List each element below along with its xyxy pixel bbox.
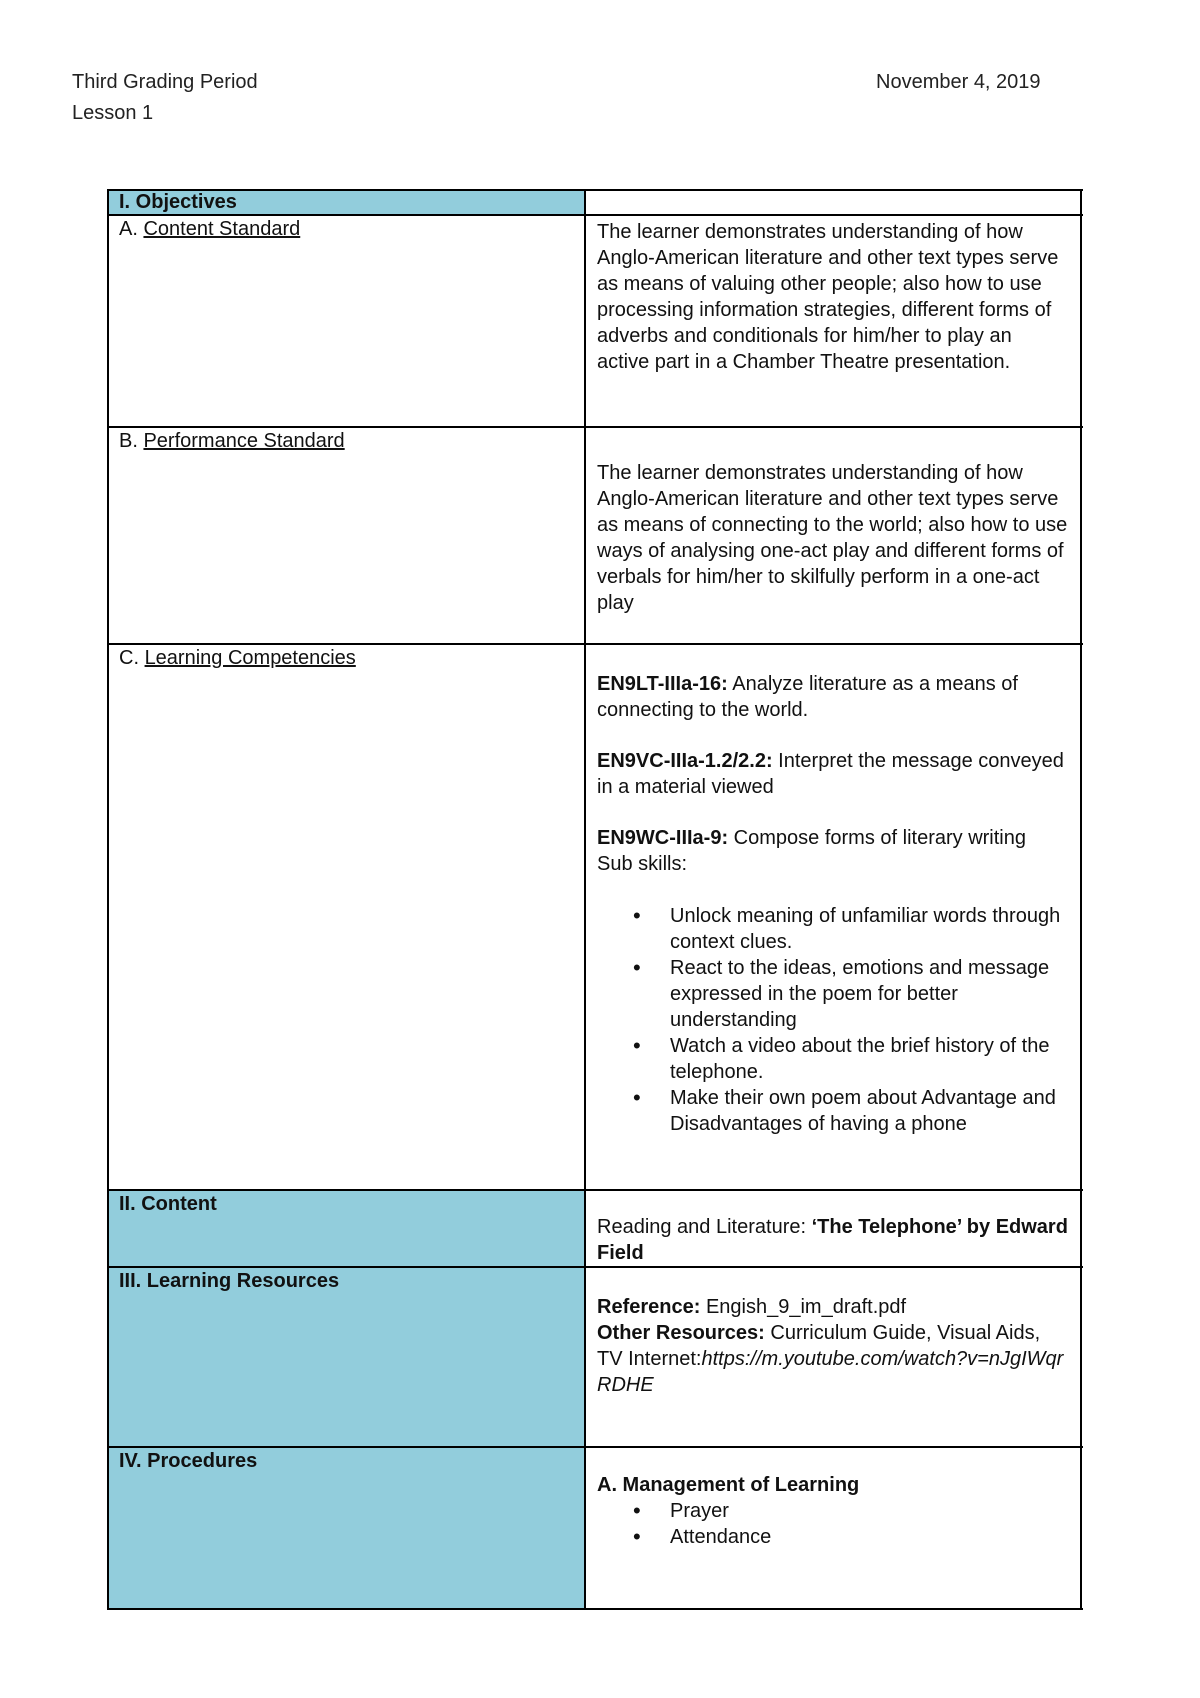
list-item: • Watch a video about the brief history of the telephone. [597,1033,1069,1085]
learning-resources-heading: III. Learning Resources [119,1270,340,1292]
list-item: • Unlock meaning of unfamiliar words through context clues. [597,903,1069,955]
procedures-text-cell [586,1448,1081,1609]
sub-skills-label: Sub skills: [597,853,688,875]
table-border-right [1080,189,1082,1610]
list-item: • Attendance [597,1524,1069,1550]
content-standard-label-cell: A. Content Standard [119,218,301,240]
row-divider [107,214,1083,216]
content-standard-text: The learner demonstrates understanding of how Anglo-American literature and other text types serve as means of valuing other people; also how to use processing information strategies, different forms of adverbs and conditionals for him/her to play an active part in a Chamber Theatre presentation. [597,221,1059,373]
content-heading: II. Content [119,1193,217,1215]
row-divider [107,643,1083,645]
performance-standard-heading: Performance Standard [143,430,345,452]
objectives-label-cell [108,191,585,215]
procedures-list [597,1498,1069,1550]
content-text-cell [586,1191,1081,1267]
content-label-cell [108,1191,585,1267]
management-heading: A. Management of Learning [597,1474,860,1496]
competency-item: EN9LT-IIIa-16: Analyze literature as a means of connecting to the world. [597,673,1018,721]
reference-line: Reference: Engish_9_im_draft.pdf [597,1296,907,1318]
column-divider [584,189,586,1610]
content-standard-text-cell [586,216,1081,427]
lesson-number: Lesson 1 [72,102,154,124]
table-border-top [107,189,1083,191]
content-standard-heading: Content Standard [143,218,301,240]
other-resources-line: Other Resources: Curriculum Guide, Visual Aids, TV Internet:https://m.youtube.com/watch?v=nJgIWqrRDHE [597,1322,1064,1396]
resource-link[interactable]: https://m.youtube.com/watch?v=nJgIWqrRDHE [597,1348,1064,1396]
procedures-heading: IV. Procedures [119,1450,258,1472]
learning-resources-text-cell [586,1268,1081,1447]
learning-competencies-heading: Learning Competencies [144,647,356,669]
row-divider [107,1266,1083,1268]
row-divider [107,1446,1083,1448]
procedures-label-cell [108,1448,585,1609]
learning-competencies-label-cell: C. Learning Competencies [119,647,356,669]
table-border-bottom [107,1608,1083,1610]
learning-resources-label-cell [108,1268,585,1447]
grading-period: Third Grading Period [72,71,258,93]
lesson-date: November 4, 2019 [876,71,1041,93]
content-text: Reading and Literature: ‘The Telephone’ by Edward Field [597,1216,1068,1264]
table-border-left [107,189,109,1610]
performance-standard-text-cell [586,428,1081,644]
list-item: • React to the ideas, emotions and message expressed in the poem for better understanding [597,955,1069,1033]
sub-skills-list [597,903,1069,1137]
learning-competencies-text-cell [586,645,1081,1190]
content-title: ‘The Telephone’ by Edward Field [597,1216,1068,1264]
row-divider [107,1189,1083,1191]
row-divider [107,426,1083,428]
list-item: • Make their own poem about Advantage and Disadvantages of having a phone [597,1085,1069,1137]
competency-item: EN9WC-IIIa-9: Compose forms of literary writing [597,827,1026,849]
competency-item: EN9VC-IIIa-1.2/2.2: Interpret the message conveyed in a material viewed [597,750,1064,798]
performance-standard-text: The learner demonstrates understanding of how Anglo-American literature and other text types serve as means of connecting to the world; also how to use ways of analysing one-act play and different forms of verbals for him/her to skilfully perform in a one-act play [597,462,1068,614]
performance-standard-label-cell: B. Performance Standard [119,430,345,452]
objectives-heading: I. Objectives [119,191,237,213]
list-item: • Prayer [597,1498,1069,1524]
